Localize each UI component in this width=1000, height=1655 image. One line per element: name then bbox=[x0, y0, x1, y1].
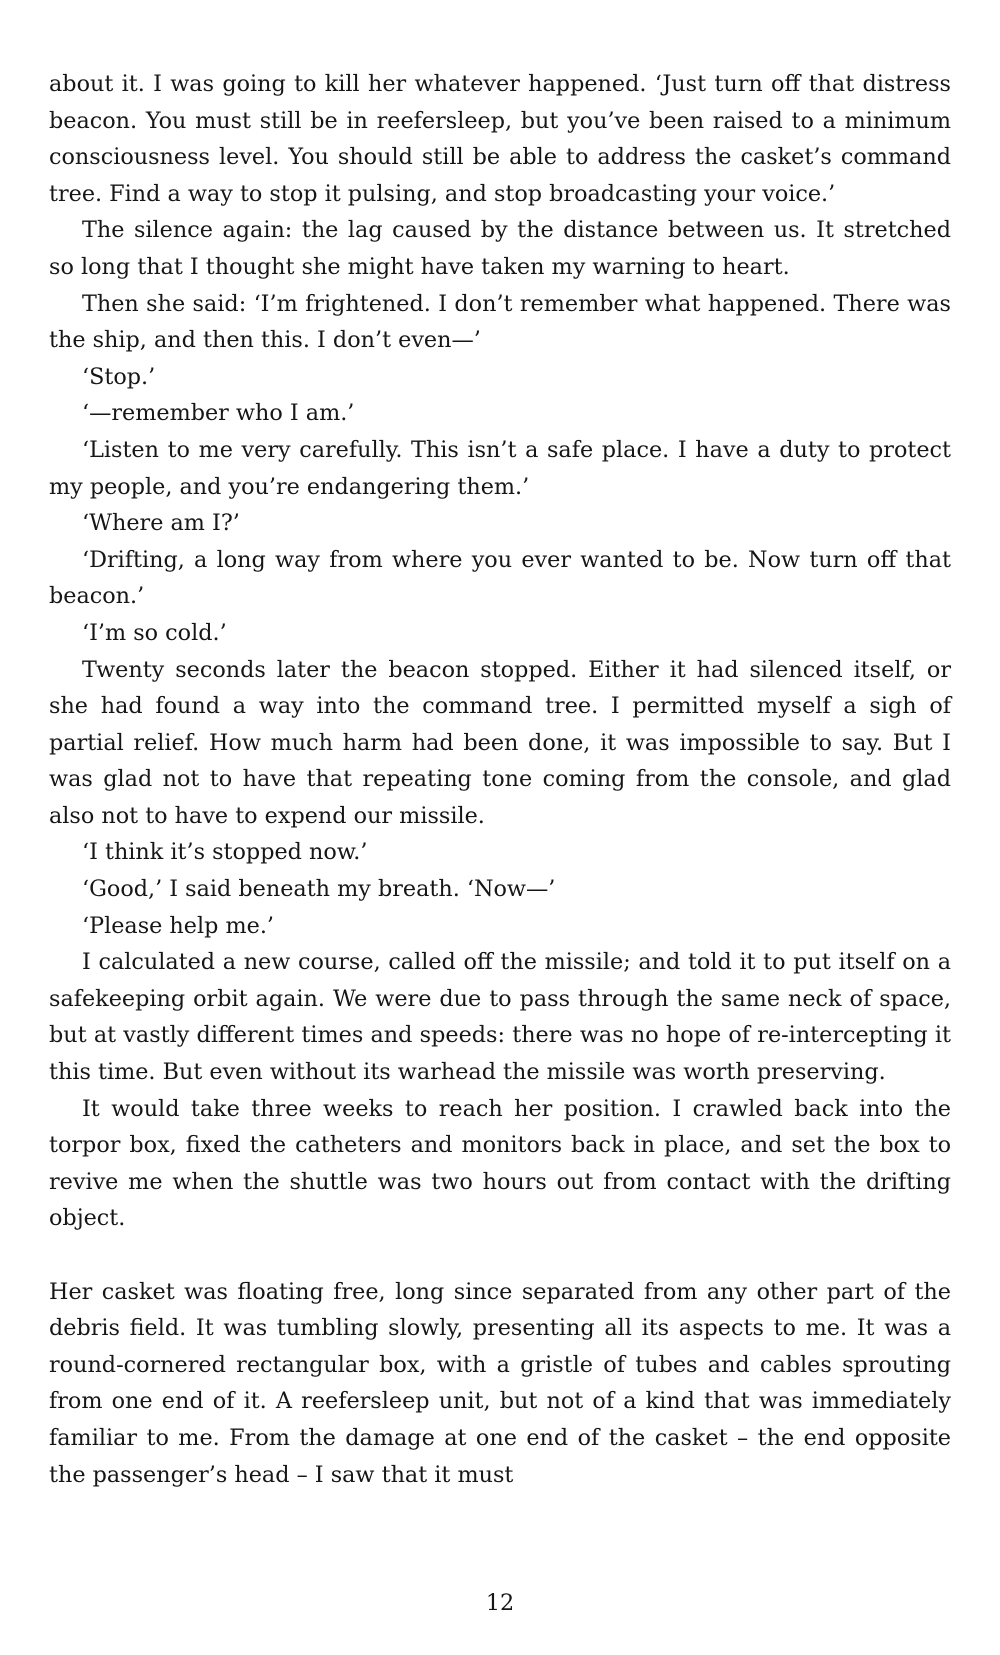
paragraph-section-start: Her casket was floating free, long since separated from any other part of the debris field. It was tumbling slowly, presenting all its aspects to me. It was a round-cornered rectangular box, with a gristle of tubes and cables sprouting from one end of it. A reefersleep unit, but not of a kind that was immediately familiar to me. From the damage at one end of the casket – the end opposite the passenger’s head – I saw that it must bbox=[49, 1278, 951, 1488]
paragraph: ‘Listen to me very carefully. This isn’t a safe place. I have a duty to protect my people, and you’re endangering them.’ bbox=[49, 436, 951, 500]
paragraph: The silence again: the lag caused by the distance between us. It stretched so long that I thought she might have taken my warning to heart. bbox=[49, 217, 951, 280]
paragraph: I calculated a new course, called off the missile; and told it to put itself on a safekeeping orbit again. We were due to pass through the same neck of space, but at vastly different times and speeds: there was no hope of re-intercepting it this time. But even without its warhead the missile was worth preserving. bbox=[49, 949, 951, 1086]
paragraph: Twenty seconds later the beacon stopped. Either it had silenced itself, or she had found a way into the command tree. I permitted myself a sigh of partial relief. How much harm had been done, it was impossible to say. But I was glad not to have that repeating tone coming from the console, and glad also not to have to expend our missile. bbox=[49, 656, 951, 829]
paragraph: ‘I’m so cold.’ bbox=[82, 619, 227, 646]
paragraph: ‘Good,’ I said beneath my breath. ‘Now—’ bbox=[82, 876, 556, 903]
paragraph: Then she said: ‘I’m frightened. I don’t remember what happened. There was the ship, and then this. I don’t even—’ bbox=[49, 290, 951, 354]
page-number: 12 bbox=[485, 1590, 515, 1616]
paragraph: ‘Drifting, a long way from where you ever wanted to be. Now turn off that beacon.’ bbox=[49, 546, 951, 610]
paragraph: ‘I think it’s stopped now.’ bbox=[82, 839, 368, 866]
paragraph: about it. I was going to kill her whatever happened. ‘Just turn off that distress beacon. You must still be in reefersleep, but you’ve been raised to a minimum consciousness level. You should still be able to address the casket’s command tree. Find a way to stop it pulsing, and stop broadcasting your voice.’ bbox=[49, 71, 951, 207]
paragraph: ‘—remember who I am.’ bbox=[82, 400, 355, 427]
paragraph: ‘Stop.’ bbox=[82, 363, 156, 390]
paragraph: ‘Please help me.’ bbox=[82, 912, 274, 939]
paragraph: It would take three weeks to reach her position. I crawled back into the torpor box, fixed the catheters and monitors back in place, and set the box to revive me when the shuttle was two hours out from contact with the drifting object. bbox=[49, 1095, 951, 1232]
body-text bbox=[49, 66, 951, 1493]
paragraph: ‘Where am I?’ bbox=[82, 510, 240, 537]
